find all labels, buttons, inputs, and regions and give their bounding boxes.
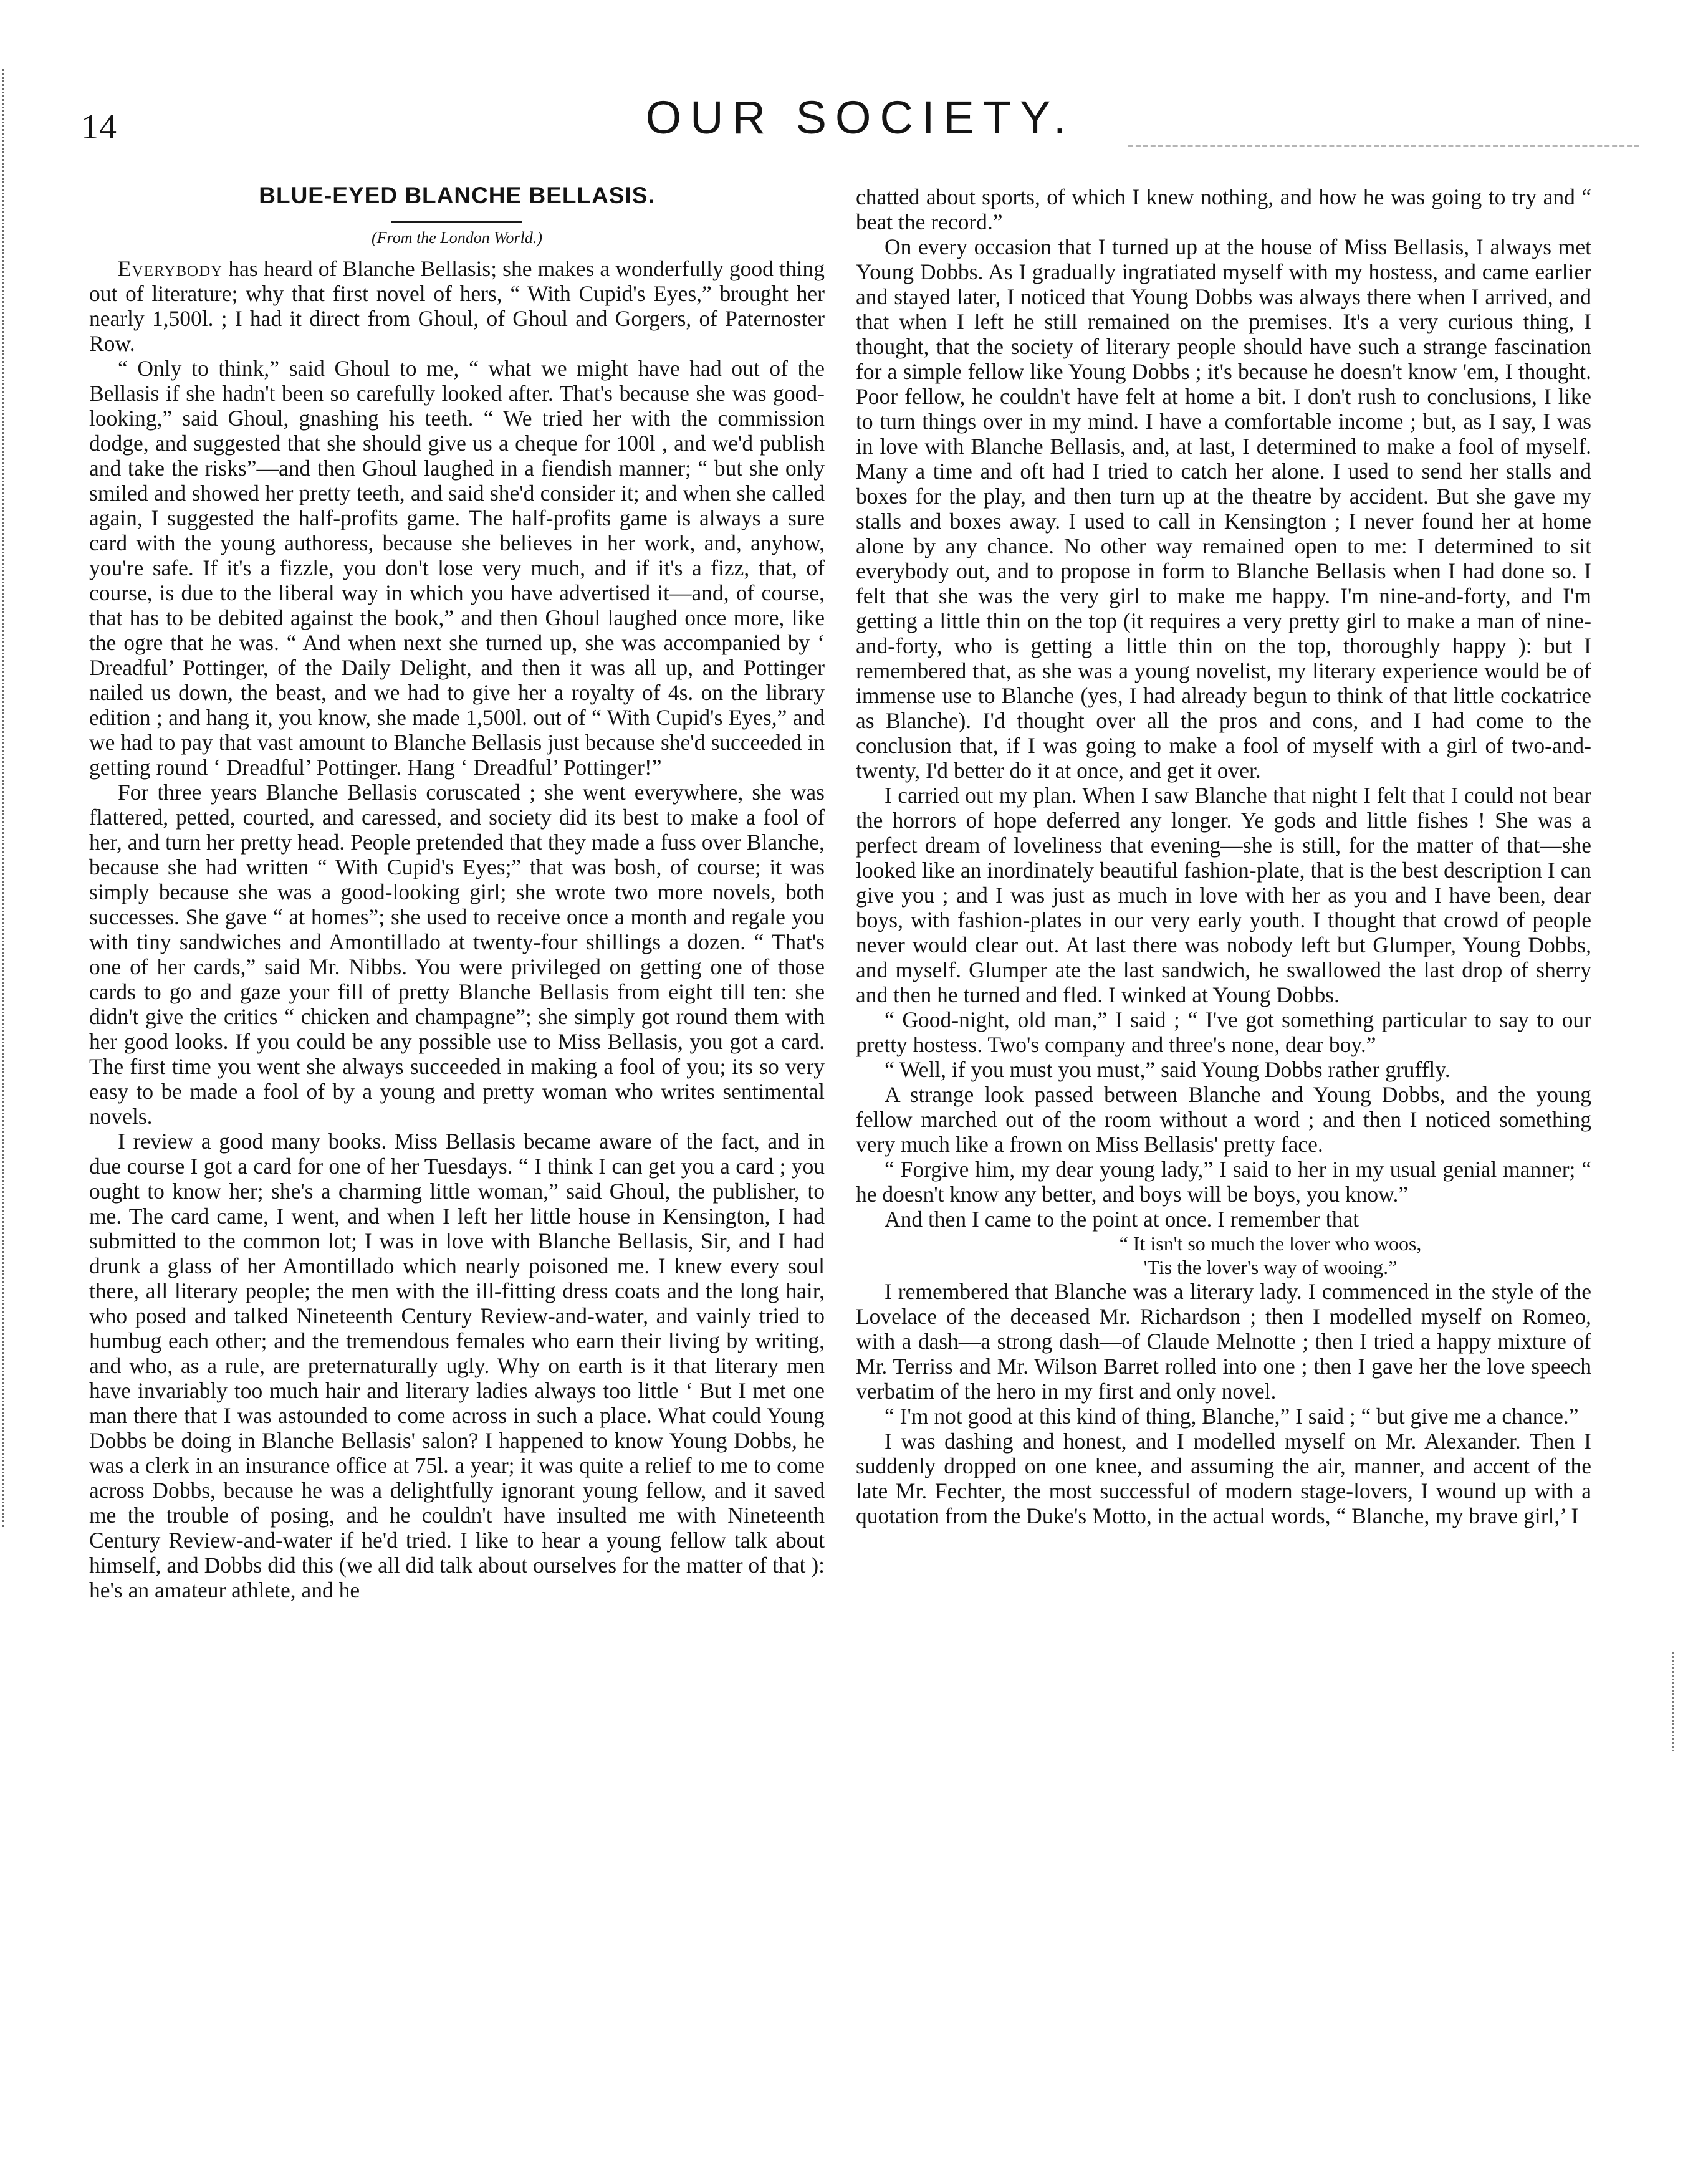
paragraph-text: “ Forgive him, my dear young lady,” I said to her in my usual genial manner; “ he doesn't know any better, and boys will be boys, you know.” (856, 1157, 1591, 1207)
lead-word: Everybody (118, 256, 223, 281)
paragraph-text: 'Tis the lover's way of wooing.” (1143, 1256, 1398, 1278)
paragraph-text: I was dashing and honest, and I modelled myself on Mr. Alexander. Then I suddenly dropped on one knee, and assuming the air, manner, and accent of the late Mr. Fechter, the most successful of modern stage-lovers, I wound up with a quotation from the Duke's Motto, in the actual words, “ Blanche, my brave girl,’ I (856, 1429, 1591, 1528)
paragraph-text: “ Good-night, old man,” I said ; “ I've got something particular to say to our pretty hostess. Two's company and three's none, dear boy.” (856, 1007, 1591, 1057)
masthead (75, 93, 1646, 181)
article-paragraph (856, 1082, 1591, 1157)
paragraph-text: has heard of Blanche Bellasis; she makes a wonderfully good thing out of literature; why that first novel of hers, “ With Cupid's Eyes,” brought her nearly 1,500l. ; I had it direct from Ghoul, of Ghoul and Gorgers, of Paternoster Row. (89, 256, 825, 356)
title-rule (391, 221, 522, 223)
article-paragraph (856, 1007, 1591, 1057)
article-paragraph (89, 1129, 825, 1602)
article-paragraph (856, 1207, 1591, 1232)
paragraph-text: On every occasion that I turned up at the house of Miss Bellasis, I always met Young Dobbs. As I gradually ingratiated myself with my hostess, and came earlier and stayed later, I noticed that Young Dobbs was always there when I arrived, and that when I left he still remained on the premises. It's a very curious thing, I thought, that the society of literary people should have such a strange fascination for a simple fellow like Young Dobbs ; it's because he doesn't know 'em, I thought. Poor fellow, he couldn't have felt at home a bit. I don't rush to conclusions, I like to turn things over in my mind. I have a comfortable income ; but, as I say, I was in love with Blanche Bellasis, and, at last, I determined to make a fool of myself. Many a time and oft had I tried to catch her alone. I used to send her stalls and boxes for the play, and then turn up at the theatre by accident. But she gave my stalls and boxes away. I used to call in Kensington ; I never found her at home alone by any chance. No other way remained open to me: I determined to sit everybody out, and to propose in form to Blanche Bellasis when I had done so. I felt that she was the very girl to make me happy. I'm nine-and-forty, and I'm getting a little thin on the top (it requires a very pretty girl to make a man of nine-and-forty, who is getting a little thin on the top, thoroughly happy ): but I remembered that, as she was a young novelist, my literary experience would be of immense use to Blanche (yes, I had already begun to think of that little cockatrice as Blanche). I'd thought over all the pros and cons, and I had come to the conclusion that, if I was going to make a fool of myself with a girl of two-and-twenty, I'd better do it at once, and get it over. (856, 234, 1591, 783)
article-left-column (89, 178, 825, 2154)
right-column-body (856, 184, 1591, 1528)
paragraph-text: And then I came to the point at once. I remember that (885, 1207, 1359, 1232)
paragraph-text: A strange look passed between Blanche and Young Dobbs, and the young fellow marched out of the room without a word ; and then I noticed something very much like a frown on Miss Bellasis' pretty face. (856, 1082, 1591, 1157)
paragraph-text: I remembered that Blanche was a literary lady. I commenced in the style of the Lovelace of the deceased Mr. Richardson ; then I modelled myself on Romeo, with a dash—a strong dash—of Claude Melnotte ; then I tried a happy mixture of Mr. Terriss and Mr. Wilson Barret rolled into one ; then I gave her the love speech verbatim of the hero in my first and only novel. (856, 1279, 1591, 1404)
article-paragraph (856, 1255, 1591, 1279)
article-source: (From the London World.) (372, 229, 542, 247)
article-paragraph (856, 1232, 1591, 1255)
paragraph-text: “ Well, if you must you must,” said Young Dobbs rather gruffly. (885, 1057, 1450, 1082)
paragraph-text: I carried out my plan. When I saw Blanche that night I felt that I could not bear the horrors of hope deferred any longer. Ye gods and little fishes ! She was a perfect dream of loveliness that evening—she is still, for the matter of that—she looked like an inordinately beautiful fashion-plate, that is the best description I can give you ; and I was just as much in love with her as you and I have been, dear boys, with fashion-plates in our very early youth. I thought that crowd of people never would clear out. At last there was nobody left but Glumper, Young Dobbs, and myself. Glumper ate the last sandwich, he swallowed the last drop of sherry and then he turned and fled. I winked at Young Dobbs. (856, 783, 1591, 1007)
paragraph-text: “ Only to think,” said Ghoul to me, “ what we might have had out of the Bellasis if she hadn't been so carefully looked after. That's because she was good-looking,” said Ghoul, gnashing his teeth. “ We tried her with the commission dodge, and suggested that she should give us a cheque for 100l , and we'd publish and take the risks”—and then Ghoul laughed in a fiendish manner; “ but she only smiled and showed her pretty teeth, and said she'd consider it; and when she called again, I suggested the half-profits game. The half-profits game is always a sure card with the young authoress, because she believes in her work, and, anyhow, you're safe. If it's a fizzle, you don't lose very much, and if it's a fizz, that, of course, is due to the liberal way in which you have advertised it—and, of course, that has to be debited against the book,” and then Ghoul laughed once more, like the ogre that he was. “ And when next she turned up, she was accompanied by ‘ Dreadful’ Pottinger, of the Daily Delight, and then it was all up, and Pottinger nailed us down, the beast, and we had to give her a royalty of 4s. on the library edition ; and hang it, you know, she made 1,500l. out of “ With Cupid's Eyes,” and we had to pay that vast amount to Blanche Bellasis just because she'd succeeded in getting round ‘ Dreadful’ Pottinger. Hang ‘ Dreadful’ Pottinger!” (89, 356, 825, 780)
left-margin-dots (2, 69, 4, 1527)
article-paragraph (856, 184, 1591, 234)
article-paragraph (89, 356, 825, 780)
article-paragraph (856, 783, 1591, 1007)
article-paragraph (89, 256, 825, 356)
article-paragraph (856, 1157, 1591, 1207)
article-title: BLUE-EYED BLANCHE BELLASIS. (259, 183, 655, 208)
paragraph-text: “ I'm not good at this kind of thing, Blanche,” I said ; “ but give me a chance.” (885, 1404, 1579, 1429)
header-rule (1128, 145, 1639, 147)
page-number: 14 (81, 108, 117, 146)
paragraph-text: “ It isn't so much the lover who woos, (1119, 1232, 1422, 1255)
article-paragraph (856, 1057, 1591, 1082)
running-title: OUR SOCIETY. (645, 92, 1075, 143)
paragraph-text: For three years Blanche Bellasis coruscated ; she went everywhere, she was flattered, petted, courted, and caressed, and society did its best to make a fool of her, and turn her pretty head. People pretended that they made a fuss over Blanche, because she had written “ With Cupid's Eyes;” that was bosh, of course; it was simply because she was a good-looking girl; she wrote two more novels, both successes. She gave “ at homes”; she used to receive once a month and regale you with tiny sandwiches and Amontillado at twenty-four shillings a dozen. “ That's one of her cards,” said Mr. Nibbs. You were privileged on getting one of those cards to go and gaze your fill of pretty Blanche Bellasis from eight till ten: she didn't give the critics “ chicken and champagne”; she simply got round them with her good looks. If you could be any possible use to Miss Bellasis, you got a card. The first time you went she always succeeded in making a fool of you; its so very easy to be made a fool of by a young and pretty woman who writes sentimental novels. (89, 780, 825, 1129)
article-paragraph (89, 780, 825, 1129)
right-margin-dots (1672, 1652, 1674, 1751)
paragraph-text: I review a good many books. Miss Bellasis became aware of the fact, and in due course I got a card for one of her Tuesdays. “ I think I can get you a card ; you ought to know her; she's a charming little woman,” said Ghoul, the publisher, to me. The card came, I went, and when I left her little house in Kensington, I had submitted to the common lot; I was in love with Blanche Bellasis, Sir, and I had drunk a glass of her Amontillado which nearly poisoned me. I knew every soul there, all literary people; the men with the ill-fitting dress coats and the long hair, who posed and talked Nineteenth Century Review-and-water, and vainly tried to humbug each other; and the tremendous females who earn their living by writing, and who, as a rule, are preternaturally ugly. Why on earth is it that literary men have invariably too much hair and literary ladies always too little ‘ But I met one man there that I was astounded to come across in such a place. What could Young Dobbs be doing in Blanche Bellasis' salon? I happened to know Young Dobbs, he was a clerk in an insurance office at 75l. a year; it was quite a relief to me to come across Dobbs, because he was a delightfully ignorant young fellow, and it saved me the trouble of posing, and he couldn't have insulted me with Nineteenth Century Review-and-water if he'd tried. I like to hear a young fellow talk about himself, and Dobbs did this (we all did talk about ourselves for the matter of that ): he's an amateur athlete, and he (89, 1129, 825, 1602)
paragraph-text: chatted about sports, of which I knew nothing, and how he was going to try and “ beat the record.” (856, 184, 1591, 234)
article-paragraph (856, 234, 1591, 783)
article-paragraph (856, 1404, 1591, 1429)
article-right-column (856, 184, 1591, 2160)
article-paragraph (856, 1279, 1591, 1404)
article-paragraph (856, 1429, 1591, 1528)
left-column-body (89, 256, 825, 1602)
